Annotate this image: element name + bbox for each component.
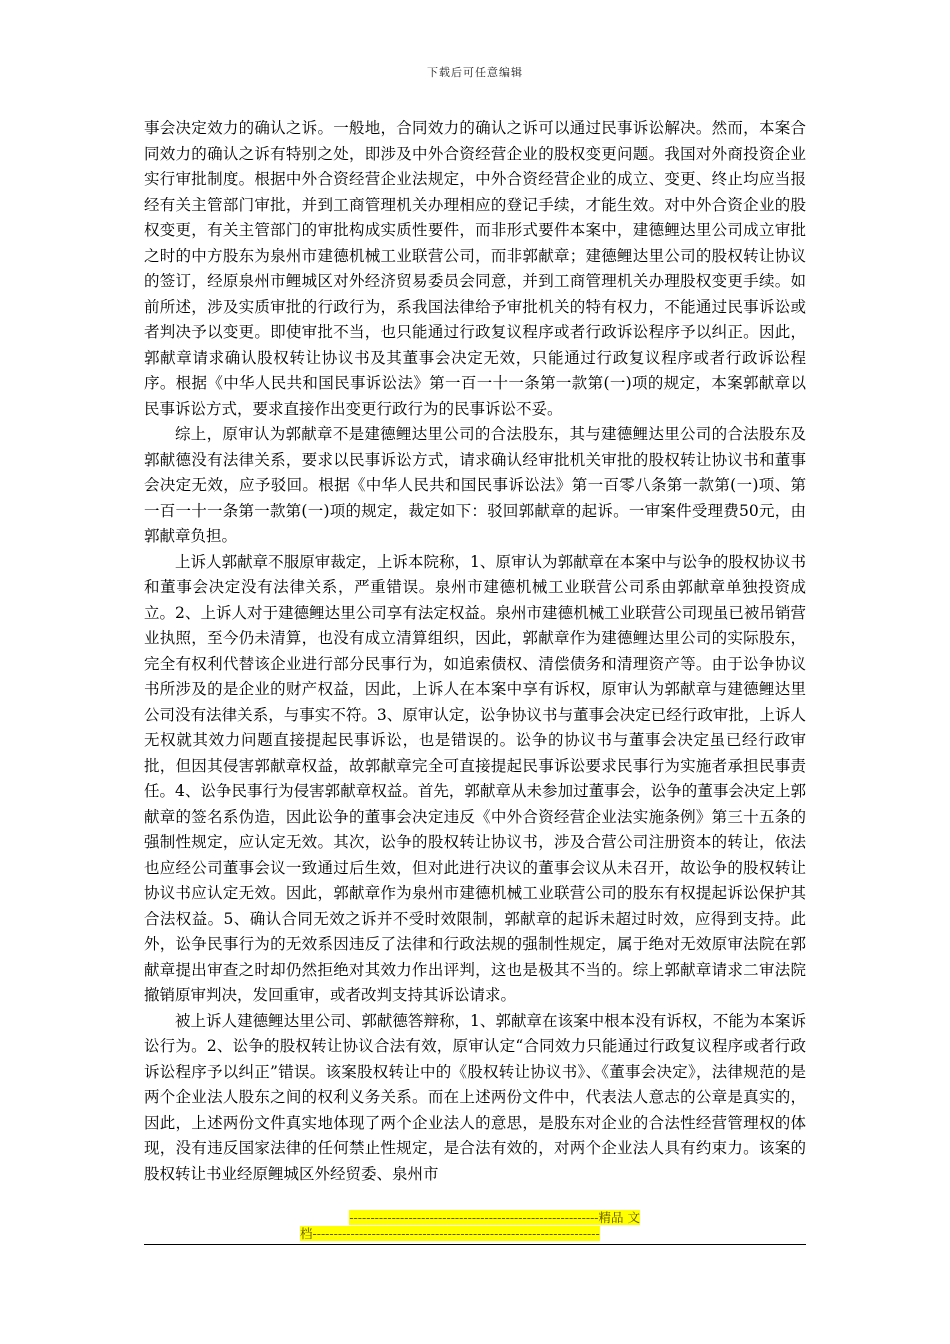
footer-banner	[300, 1210, 650, 1242]
footer-divider	[144, 1244, 806, 1245]
footer-banner-line1	[300, 1210, 650, 1226]
paragraph-3: 上诉人郭献章不服原审裁定，上诉本院称，1、原审认为郭献章在本案中与讼争的股权协议书和董事会决定没有法律关系，严重错误。泉州市建德机械工业联营公司系由郭献章单独投资成立。2、上诉人对于建德鲤达里公司享有法定权益。泉州市建德机械工业联营公司现虽已被吊销营业执照，至今仍未清算，也没有成立清算组织，因此，郭献章作为建德鲤达里公司的实际股东，完全有权利代替该企业进行部分民事行为，如追索债权、清偿债务和清理资产等。由于讼争协议书所涉及的是企业的财产权益，因此，上诉人在本案中享有诉权，原审认为郭献章与建德鲤达里公司没有法律关系，与事实不符。3、原审认定，讼争协议书与董事会决定已经行政审批，上诉人无权就其效力问题直接提起民事诉讼，也是错误的。讼争的协议书与董事会决定虽已经行政审批，但因其侵害郭献章权益，故郭献章完全可直接提起民事诉讼要求民事行为实施者承担民事责任。4、讼争民事行为侵害郭献章权益。首先，郭献章从未参加过董事会，讼争的董事会决定上郭献章的签名系伪造，因此讼争的董事会决定违反《中外合资经营企业法实施条例》第三十五条的强制性规定，应认定无效。其次，讼争的股权转让协议书，涉及合营公司注册资本的转让，依法也应经公司董事会议一致通过后生效，但对此进行决议的董事会议从未召开，故讼争的股权转让协议书应认定无效。因此，郭献章作为泉州市建德机械工业联营公司的股东有权提起诉讼保护其合法权益。5、确认合同无效之诉并不受时效限制，郭献章的起诉未超过时效，应得到支持。此外，讼争民事行为的无效系因违反了法律和行政法规的强制性规定，属于绝对无效原审法院在郭献章提出审查之时却仍然拒绝对其效力作出评判，这也是极其不当的。综上郭献章请求二审法院撤销原审判决，发回重审，或者改判支持其诉讼请求。	[144, 552, 806, 1004]
paragraph-1: 事会决定效力的确认之诉。一般地，合同效力的确认之诉可以通过民事诉讼解决。然而，本案合同效力的确认之诉有特别之处，即涉及中外合资经营企业的股权变更问题。我国对外商投资企业实行审批制度。根据中外合资经营企业法规定，中外合资经营企业的成立、变更、终止均应当报经有关主管部门审批，并到工商管理机关办理相应的登记手续，才能生效。对中外合资企业的股权变更，有关主管部门的审批构成实质性要件，而非形式要件本案中，建德鲤达里公司成立审批之时的中方股东为泉州市建德机械工业联营公司，而非郭献章；建德鲤达里公司的股权转让协议的签订，经原泉州市鲤城区对外经济贸易委员会同意，并到工商管理机关办理股权变更手续。如前所述，涉及实质审批的行政行为，系我国法律给予审批机关的特有权力，不能通过民事诉讼或者判决予以变更。即使审批不当，也只能通过行政复议程序或者行政诉讼程序予以纠正。因此，郭献章请求确认股权转让协议书及其董事会决定无效，只能通过行政复议程序或者行政诉讼程序。根据《中华人民共和国民事诉讼法》第一百一十一条第一款第(一)项的规定，本案郭献章以民事诉讼方式，要求直接作出变更行政行为的民事诉讼不妥。	[144, 119, 806, 418]
document-body	[144, 116, 806, 1187]
footer-banner-line2	[300, 1226, 650, 1242]
footer-banner-text2: 档--------------------------------------------------------------------	[300, 1226, 600, 1241]
footer-banner-text1: -----------------------------------------------------------精品 文	[349, 1210, 640, 1225]
paragraph-4: 被上诉人建德鲤达里公司、郭献德答辩称，1、郭献章在该案中根本没有诉权，不能为本案诉讼行为。2、讼争的股权转让协议合法有效，原审认定“合同效力只能通过行政复议程序或者行政诉讼程序予以纠正”错误。该案股权转让中的《股权转让协议书》、《董事会决定》，法律规范的是两个企业法人股东之间的权利义务关系。而在上述两份文件中，代表法人意志的公章是真实的，因此，上述两份文件真实地体现了两个企业法人的意思，是股东对企业的合法性经营管理权的体现，没有违反国家法律的任何禁止性规定，是合法有效的，对两个企业法人具有约束力。该案的股权转让书业经原鲤城区外经贸委、泉州市	[144, 1011, 806, 1183]
header-note: 下载后可任意编辑	[427, 66, 523, 79]
paragraph-2: 综上，原审认为郭献章不是建德鲤达里公司的合法股东，其与建德鲤达里公司的合法股东及郭献德没有法律关系，要求以民事诉讼方式，请求确认经审批机关审批的股权转让协议书和董事会决定无效，应予驳回。根据《中华人民共和国民事诉讼法》第一百零八条第一款第(一)项、第一百一十一条第一款第(一)项的规定，裁定如下：驳回郭献章的起诉。一审案件受理费50元，由郭献章负担。	[144, 425, 806, 545]
